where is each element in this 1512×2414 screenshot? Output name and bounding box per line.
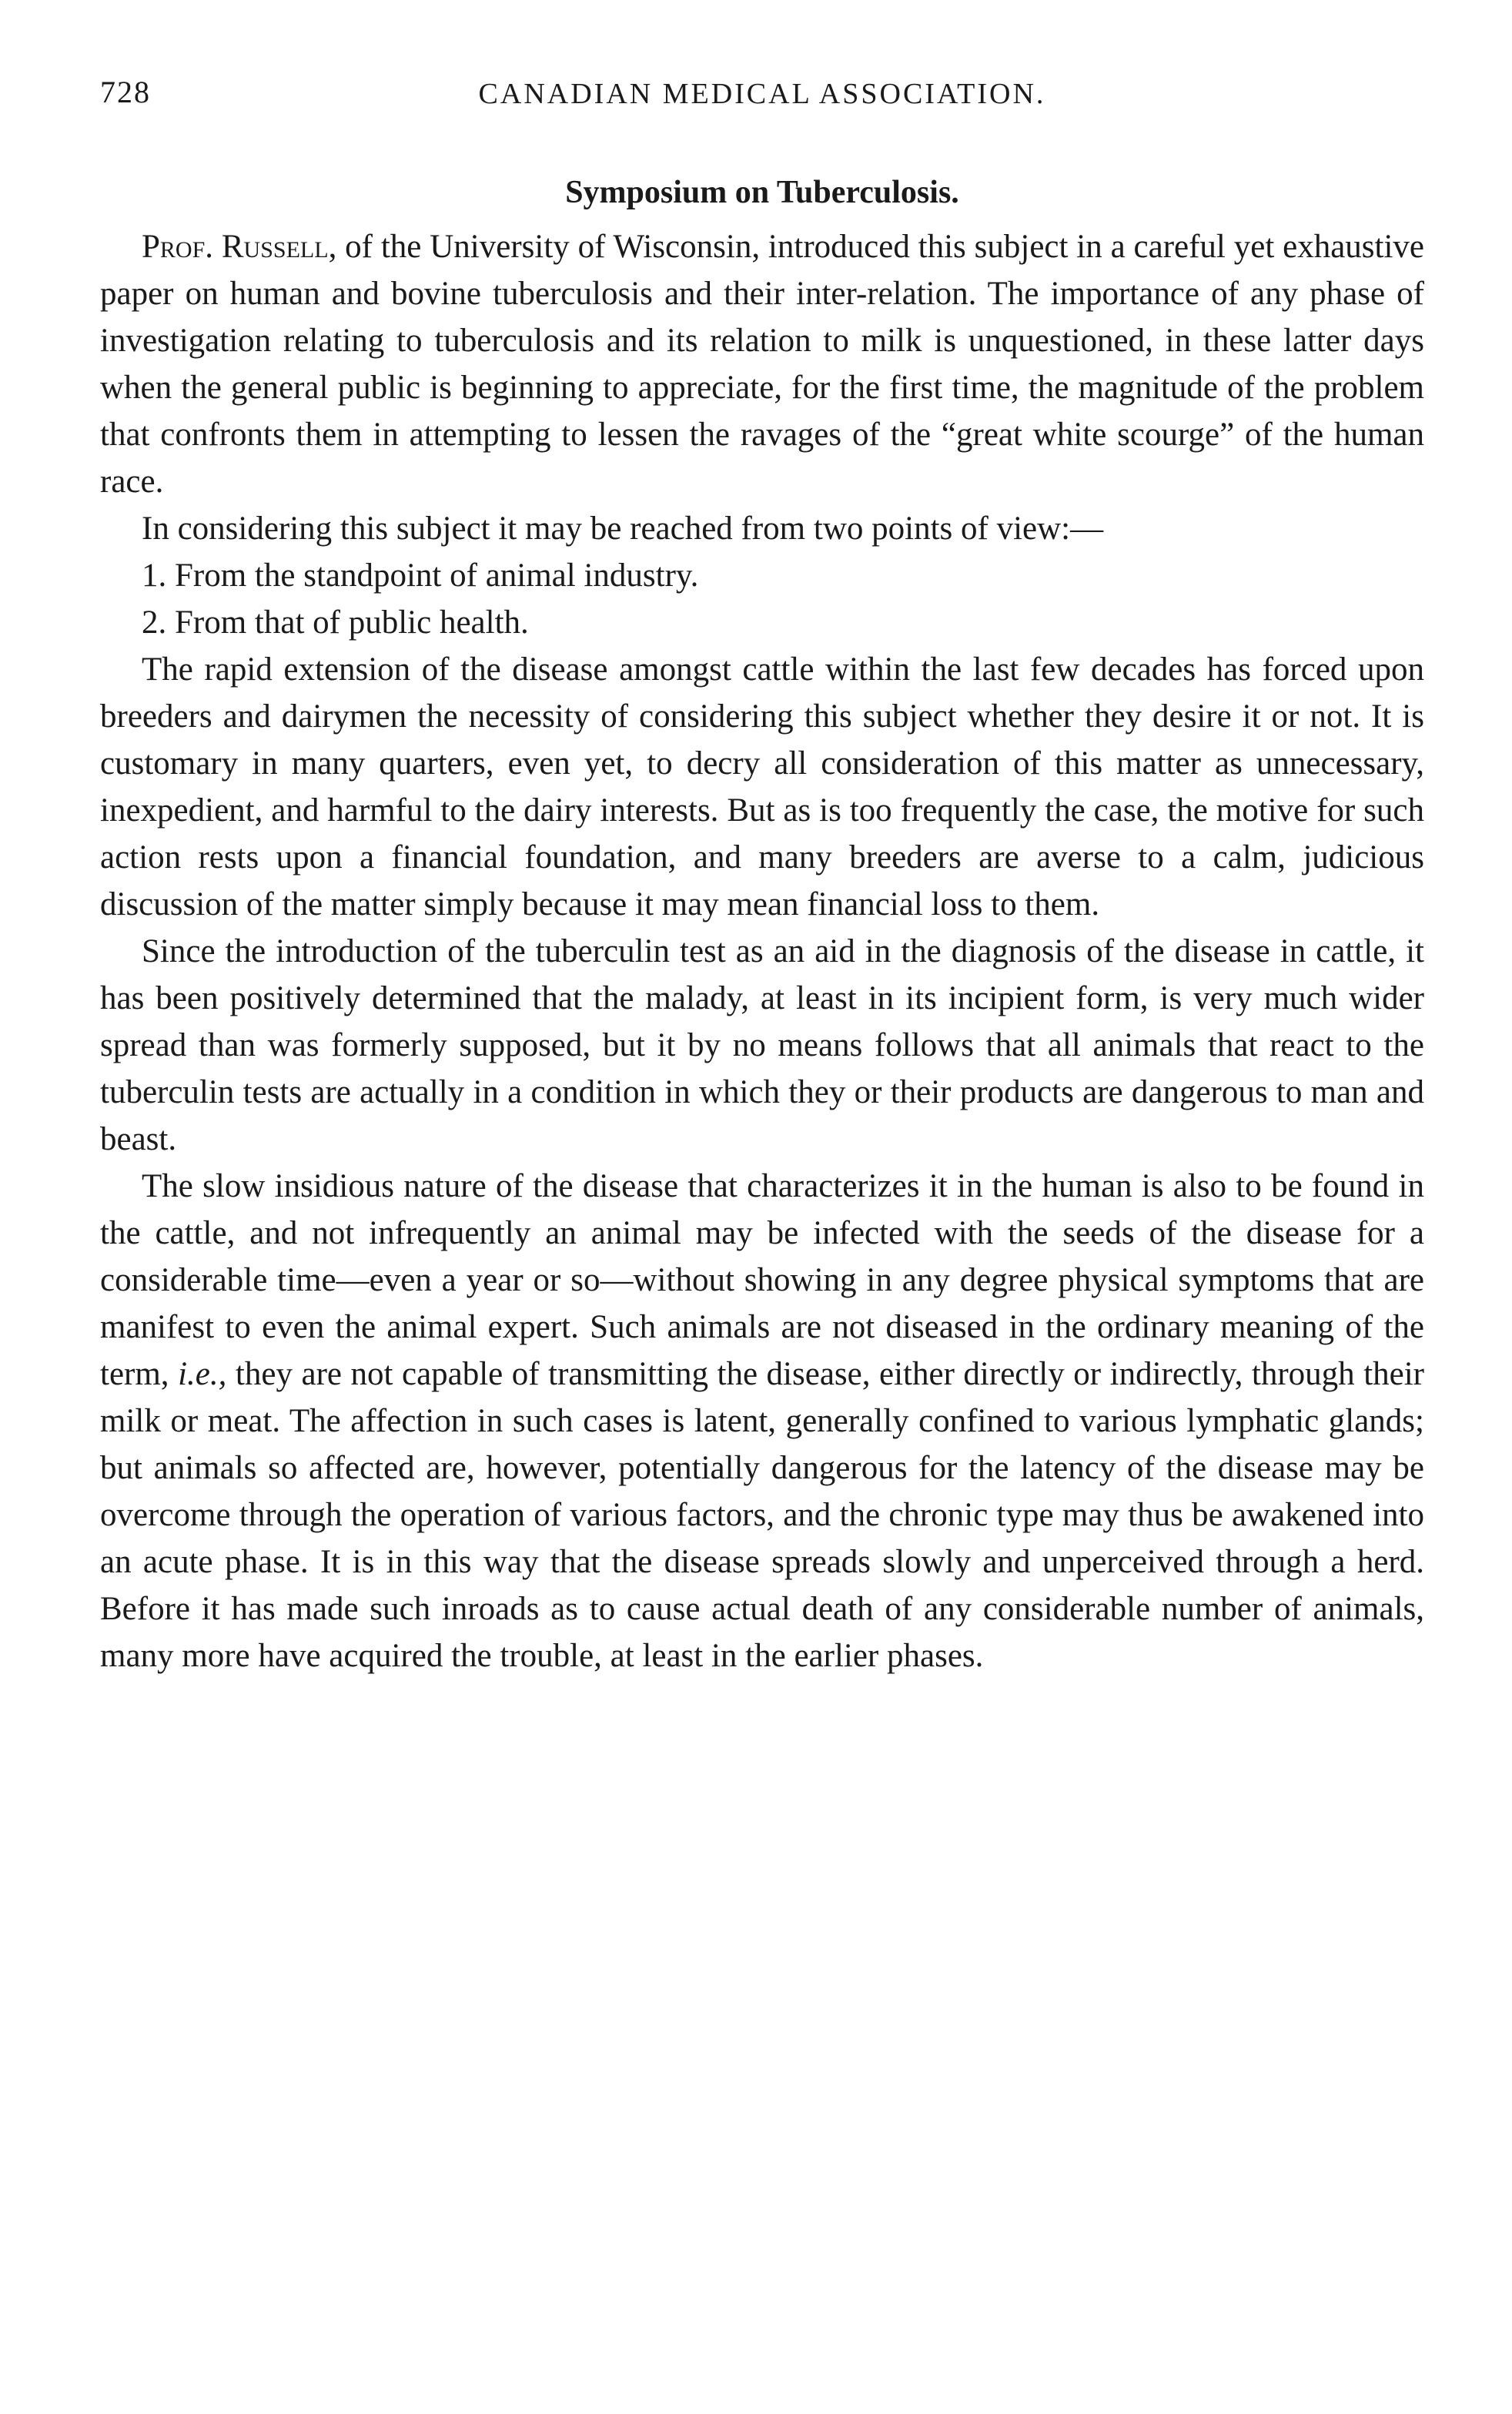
- paragraph-1-text: of the University of Wisconsin, introduced this subject in a careful yet exhaustive paper on human and bovine tuberculosis and their inter-relation. The importance of any phase of investigation relating to tuberculosis and its relation to milk is unquestioned, in these latter days when the general public is beginning to appreciate, for the first time, the magnitude of the problem that confronts them in attempting to lessen the ravages of the “great white scourge” of the human race.: [100, 229, 1424, 500]
- paragraph-4: Since the introduction of the tuberculin test as an aid in the diagnosis of the disease in cattle, it has been positively determined that the malady, at least in its incipient form, is very much wider spread than was formerly supposed, but it by no means follows that all animals that react to the tuberculin tests are actually in a condition in which they or their products are dangerous to man and beast.: [100, 933, 1424, 1157]
- section-title: Symposium on Tuberculosis.: [565, 175, 959, 210]
- paragraph-5-text-after: they are not capable of transmitting the disease, either directly or indirectly, through their milk or meat. The affection in such cases is latent, generally confined to various lymphatic glands; but animals so affected are, however, potentially dangerous for the latency of the disease may be overcome through the operation of various factors, and the chronic type may thus be awakened into an acute phase. It is in this way that the disease spreads slowly and unperceived through a herd. Before it has made such inroads as to cause actual death of any considerable number of animals, many more have acquired the trouble, at least in the earlier phases.: [100, 1356, 1424, 1674]
- paragraph-5-text-before: The slow insidious nature of the disease that characterizes it in the human is also to be found in the cattle, and not infrequently an animal may be infected with the seeds of the disease for a considerable time—even a year or so—without showing in any degree physical symptoms that are manifest to even the animal expert. Such animals are not diseased in the ordinary meaning of the term,: [100, 1168, 1424, 1392]
- list-item-2: 2. From that of public health.: [142, 604, 529, 641]
- paragraph-5: [100, 1163, 1424, 1679]
- list-item-1: 1. From the standpoint of animal industry.: [142, 557, 699, 594]
- paragraph-2: In considering this subject it may be reached from two points of view:—: [142, 511, 1104, 547]
- body-text: [100, 223, 1424, 1679]
- author-name: Prof. Russell,: [142, 229, 337, 265]
- running-header: [100, 74, 1424, 120]
- paragraph-1: [100, 223, 1424, 505]
- page-number: 728: [100, 75, 151, 109]
- journal-title: CANADIAN MEDICAL ASSOCIATION.: [478, 78, 1046, 110]
- paragraph-3: The rapid extension of the disease amongst cattle within the last few decades has forced upon breeders and dairymen the necessity of considering this subject whether they desire it or not. It is customary in many quarters, even yet, to decry all consideration of this matter as unnecessary, inexpedient, and harmful to the dairy interests. But as is too frequently the case, the motive for such action rests upon a financial foundation, and many breeders are averse to a calm, judicious discussion of the matter simply because it may mean financial loss to them.: [100, 651, 1424, 922]
- document-page: [100, 74, 1424, 1679]
- abbreviation-ie: i.e.,: [178, 1356, 227, 1392]
